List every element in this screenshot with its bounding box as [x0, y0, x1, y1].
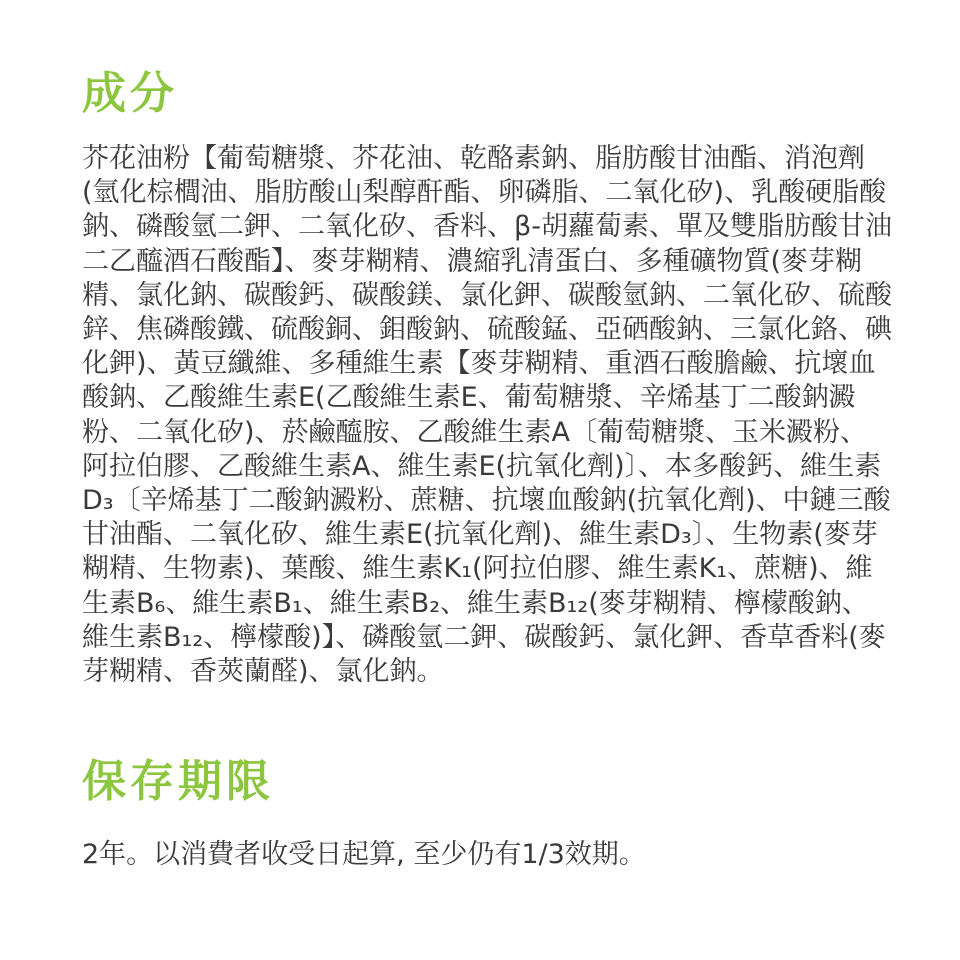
ingredients-list-text: 芥花油粉【葡萄糖漿、芥花油、乾酪素鈉、脂肪酸甘油酯、消泡劑(氫化棕櫚油、脂肪酸山梨醇酐酯、卵磷脂、二氧化矽)、乳酸硬脂酸鈉、磷酸氫二鉀、二氧化矽、香料、β-胡蘿蔔素、單及雙脂肪酸甘油二乙醯酒石酸酯】、麥芽糊精、濃縮乳清蛋白、多種礦物質(麥芽糊精、氯化鈉、碳酸鈣、碳酸鎂、氯化鉀、碳酸氫鈉、二氧化矽、硫酸鋅、焦磷酸鐵、硫酸銅、鉬酸鈉、硫酸錳、亞硒酸鈉、三氯化鉻、碘化鉀)、黃豆纖維、多種維生素【麥芽糊精、重酒石酸膽鹼、抗壞血酸鈉、乙酸維生素E(乙酸維生素E、葡萄糖漿、辛烯基丁二酸鈉澱粉、二氧化矽)、菸鹼醯胺、乙酸維生素A〔葡萄糖漿、玉米澱粉、阿拉伯膠、乙酸維生素A、維生素E(抗氧化劑)〕、本多酸鈣、維生素D₃〔辛烯基丁二酸鈉澱粉、蔗糖、抗壞血酸鈉(抗氧化劑)、中鏈三酸甘油酯、二氧化矽、維生素E(抗氧化劑)、維生素D₃〕、生物素(麥芽糊精、生物素)、葉酸、維生素K₁(阿拉伯膠、維生素K₁、蔗糖)、維生素B₆、維生素B₁、維生素B₂、維生素B₁₂(麥芽糊精、檸檬酸鈉、維生素B₁₂、檸檬酸)】、磷酸氫二鉀、碳酸鈣、氯化鉀、香草香料(麥芽糊精、香莢蘭醛)、氯化鈉。	[82, 143, 892, 688]
ingredients-heading: 成分	[82, 68, 178, 119]
shelf-life-text: 2年。以消費者收受日起算, 至少仍有1/3效期。	[82, 839, 646, 870]
shelf-life-heading: 保存期限	[82, 756, 274, 807]
